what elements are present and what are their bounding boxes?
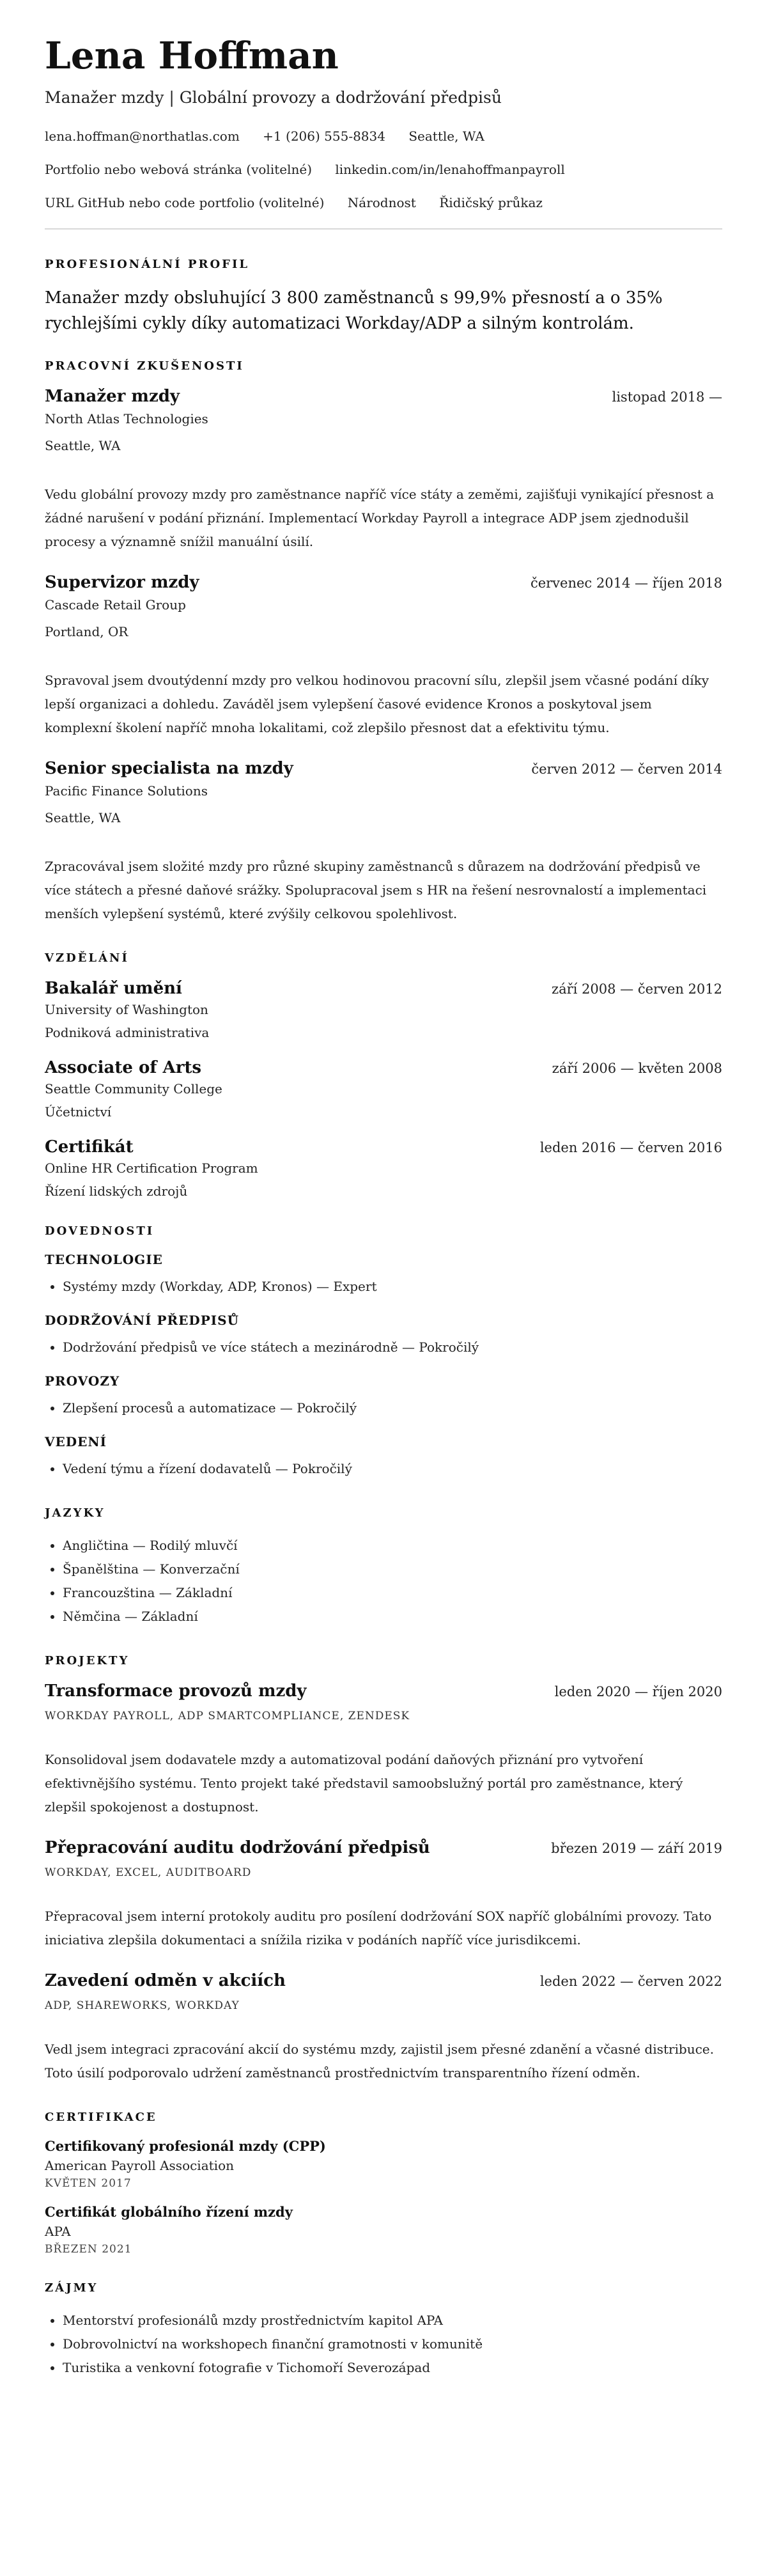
language-item: • Francouzština — Základní (63, 1581, 722, 1605)
experience-item (45, 573, 722, 740)
interest-item: • Dobrovolnictví na workshopech finanční gramotnosti v komunitě (63, 2332, 722, 2356)
certification-name: Certifikovaný profesionál mzdy (CPP) (45, 2138, 326, 2155)
job-location: Portland, OR (45, 624, 128, 640)
job-title: Senior specialista na mzdy (45, 759, 293, 779)
field-of-study: Podniková administrativa (45, 1025, 210, 1041)
skill-list (45, 1457, 722, 1481)
skills-section (45, 1224, 722, 1481)
project-dates: leden 2020 — říjen 2020 (554, 1684, 722, 1700)
header-divider (45, 228, 722, 230)
job-title: Supervizor mzdy (45, 573, 199, 593)
skill-item: • Systémy mzdy (Workday, ADP, Kronos) — Expert (63, 1275, 722, 1299)
skill-category: TECHNOLOGIE (45, 1252, 163, 1268)
skills-heading: DOVEDNOSTI (45, 1224, 155, 1238)
project-name: Zavedení odměn v akciích (45, 1971, 286, 1991)
email-link[interactable]: lena.hoffman@northatlas.com (45, 128, 240, 144)
profile-summary: Manažer mzdy obsluhující 3 800 zaměstnanců s 99,9% přesností a o 35% rychlejšími cykly díky automatizaci Workday/ADP a silným kontrolám. (45, 288, 663, 334)
education-dates: leden 2016 — červen 2016 (539, 1140, 722, 1156)
certification-item (45, 2138, 722, 2190)
profile-section (45, 258, 722, 337)
school-name: University of Washington (45, 1002, 208, 1018)
contact-line-3 (45, 195, 722, 210)
education-item (45, 979, 722, 1040)
certifications-heading: CERTIFIKACE (45, 2111, 157, 2125)
project-dates: březen 2019 — září 2019 (551, 1841, 722, 1857)
profile-heading: PROFESIONÁLNÍ PROFIL (45, 257, 250, 271)
skill-item: • Zlepšení procesů a automatizace — Pokročilý (63, 1396, 722, 1420)
project-tech: WORKDAY PAYROLL, ADP SMARTCOMPLIANCE, ZENDESK (45, 1710, 410, 1723)
degree-name: Certifikát (45, 1137, 134, 1157)
linkedin-link[interactable]: linkedin.com/in/lenahoffmanpayroll (335, 161, 565, 177)
job-description: Zpracovával jsem složité mzdy pro různé skupiny zaměstnanců s důrazem na dodržování předpisů ve více státech a přesné daňové srážky. Spolupracoval jsem s HR na řešení nesrovnalostí a implementaci menších vylepšení systémů, které zvýšily celkovou spolehlivost. (45, 859, 707, 922)
projects-heading: PROJEKTY (45, 1654, 130, 1668)
degree-name: Associate of Arts (45, 1058, 202, 1078)
portfolio-link[interactable]: Portfolio nebo webová stránka (volitelné) (45, 161, 313, 177)
interest-item: • Mentorství profesionálů mzdy prostřednictvím kapitol APA (63, 2309, 722, 2332)
skill-item: • Dodržování předpisů ve více státech a mezinárodně — Pokročilý (63, 1336, 722, 1359)
certification-date: BŘEZEN 2021 (45, 2243, 132, 2256)
languages-heading: JAZYKY (45, 1506, 105, 1520)
project-name: Transformace provozů mzdy (45, 1682, 307, 1701)
contact-line-1 (45, 129, 722, 144)
project-description: Konsolidoval jsem dodavatele mzdy a automatizoval podání daňových přiznání pro vytvoření efektivnějšího systému. Tento projekt také představil samoobslužný portál pro zaměstnance, který zlepšil spokojenost a dostupnost. (45, 1752, 683, 1815)
headline: Manažer mzdy | Globální provozy a dodržování předpisů (45, 88, 502, 107)
job-dates: listopad 2018 — (612, 389, 722, 405)
company-name: Cascade Retail Group (45, 597, 186, 613)
project-dates: leden 2022 — červen 2022 (539, 1974, 722, 1990)
nationality-text: Národnost (347, 194, 416, 210)
phone-text: +1 (206) 555-8834 (263, 128, 385, 144)
certification-name: Certifikát globálního řízení mzdy (45, 2204, 293, 2221)
language-item: • Němčina — Základní (63, 1605, 722, 1628)
skill-category: PROVOZY (45, 1373, 120, 1389)
language-list (45, 1534, 722, 1628)
project-description: Vedl jsem integraci zpracování akcií do systému mzdy, zajistil jsem přesné zdanění a včasné distribuce. Toto úsilí podporovalo udržení zaměstnanců prostřednictvím transparentního řízení odměn. (45, 2041, 714, 2081)
license-text: Řidičský průkaz (439, 194, 543, 210)
education-item (45, 1058, 722, 1120)
education-dates: září 2006 — květen 2008 (552, 1061, 722, 1077)
education-section (45, 951, 722, 1199)
certification-date: KVĚTEN 2017 (45, 2177, 132, 2190)
interest-item: • Turistika a venkovní fotografie v Tichomoří Severozápad (63, 2356, 722, 2380)
project-tech: ADP, SHAREWORKS, WORKDAY (45, 1999, 240, 2013)
skill-list (45, 1336, 722, 1359)
skill-category: VEDENÍ (45, 1434, 107, 1450)
certifications-section (45, 2111, 722, 2256)
language-item: • Angličtina — Rodilý mluvčí (63, 1534, 722, 1557)
skill-category: DODRŽOVÁNÍ PŘEDPISŮ (45, 1313, 240, 1329)
job-dates: červen 2012 — červen 2014 (531, 761, 722, 777)
languages-section (45, 1506, 722, 1628)
experience-heading: PRACOVNÍ ZKUŠENOSTI (45, 359, 244, 373)
experience-section (45, 359, 722, 926)
contact-line-2 (45, 162, 722, 177)
project-name: Přepracování auditu dodržování předpisů (45, 1838, 430, 1858)
project-item (45, 1838, 722, 1952)
github-link[interactable]: URL GitHub nebo code portfolio (volitelné) (45, 194, 325, 210)
education-dates: září 2008 — červen 2012 (552, 981, 722, 997)
candidate-name: Lena Hoffman (45, 34, 339, 77)
skill-item: • Vedení týmu a řízení dodavatelů — Pokročilý (63, 1457, 722, 1481)
job-description: Vedu globální provozy mzdy pro zaměstnance napříč více státy a zeměmi, zajišťuji vynikající přesnost a žádné narušení v podání přiznání. Implementací Workday Payroll a integrace ADP jsem zjednodušil procesy a významně snížil manuální úsilí. (45, 487, 715, 550)
education-item (45, 1137, 722, 1199)
field-of-study: Účetnictví (45, 1104, 112, 1120)
skill-list (45, 1275, 722, 1299)
degree-name: Bakalář umění (45, 979, 182, 999)
project-description: Přepracoval jsem interní protokoly auditu pro posílení dodržování SOX napříč globálními provozy. Tato iniciativa zlepšila dokumentaci a snížila rizika v podáních napříč více jurisdikcemi. (45, 1909, 712, 1948)
certification-issuer: APA (45, 2224, 71, 2240)
skill-list (45, 1396, 722, 1420)
resume-header (45, 36, 722, 210)
experience-item (45, 387, 722, 554)
project-tech: WORKDAY, EXCEL, AUDITBOARD (45, 1866, 252, 1880)
project-item (45, 1682, 722, 1819)
company-name: Pacific Finance Solutions (45, 783, 208, 799)
job-title: Manažer mzdy (45, 387, 180, 407)
project-item (45, 1971, 722, 2085)
experience-item (45, 759, 722, 926)
job-description: Spravoval jsem dvoutýdenní mzdy pro velkou hodinovou pracovní sílu, zlepšil jsem včasné podání díky lepší organizaci a dohledu. Zaváděl jsem vylepšení časové evidence Kronos a poskytoval jsem komplexní školení napříč mnoha lokalitami, což zlepšilo přesnost dat a efektivitu týmu. (45, 673, 709, 736)
interests-section (45, 2281, 722, 2380)
company-name: North Atlas Technologies (45, 411, 208, 427)
interest-list (45, 2309, 722, 2380)
education-heading: VZDĚLÁNÍ (45, 951, 129, 965)
language-item: • Španělština — Konverzační (63, 1557, 722, 1581)
field-of-study: Řízení lidských zdrojů (45, 1183, 188, 1199)
projects-section (45, 1654, 722, 2085)
certification-item (45, 2204, 722, 2256)
school-name: Seattle Community College (45, 1081, 222, 1097)
job-location: Seattle, WA (45, 810, 121, 826)
certification-issuer: American Payroll Association (45, 2158, 234, 2174)
interests-heading: ZÁJMY (45, 2281, 98, 2295)
school-name: Online HR Certification Program (45, 1160, 258, 1176)
location-text: Seattle, WA (408, 128, 484, 144)
job-dates: červenec 2014 — říjen 2018 (530, 575, 722, 591)
job-location: Seattle, WA (45, 438, 121, 454)
